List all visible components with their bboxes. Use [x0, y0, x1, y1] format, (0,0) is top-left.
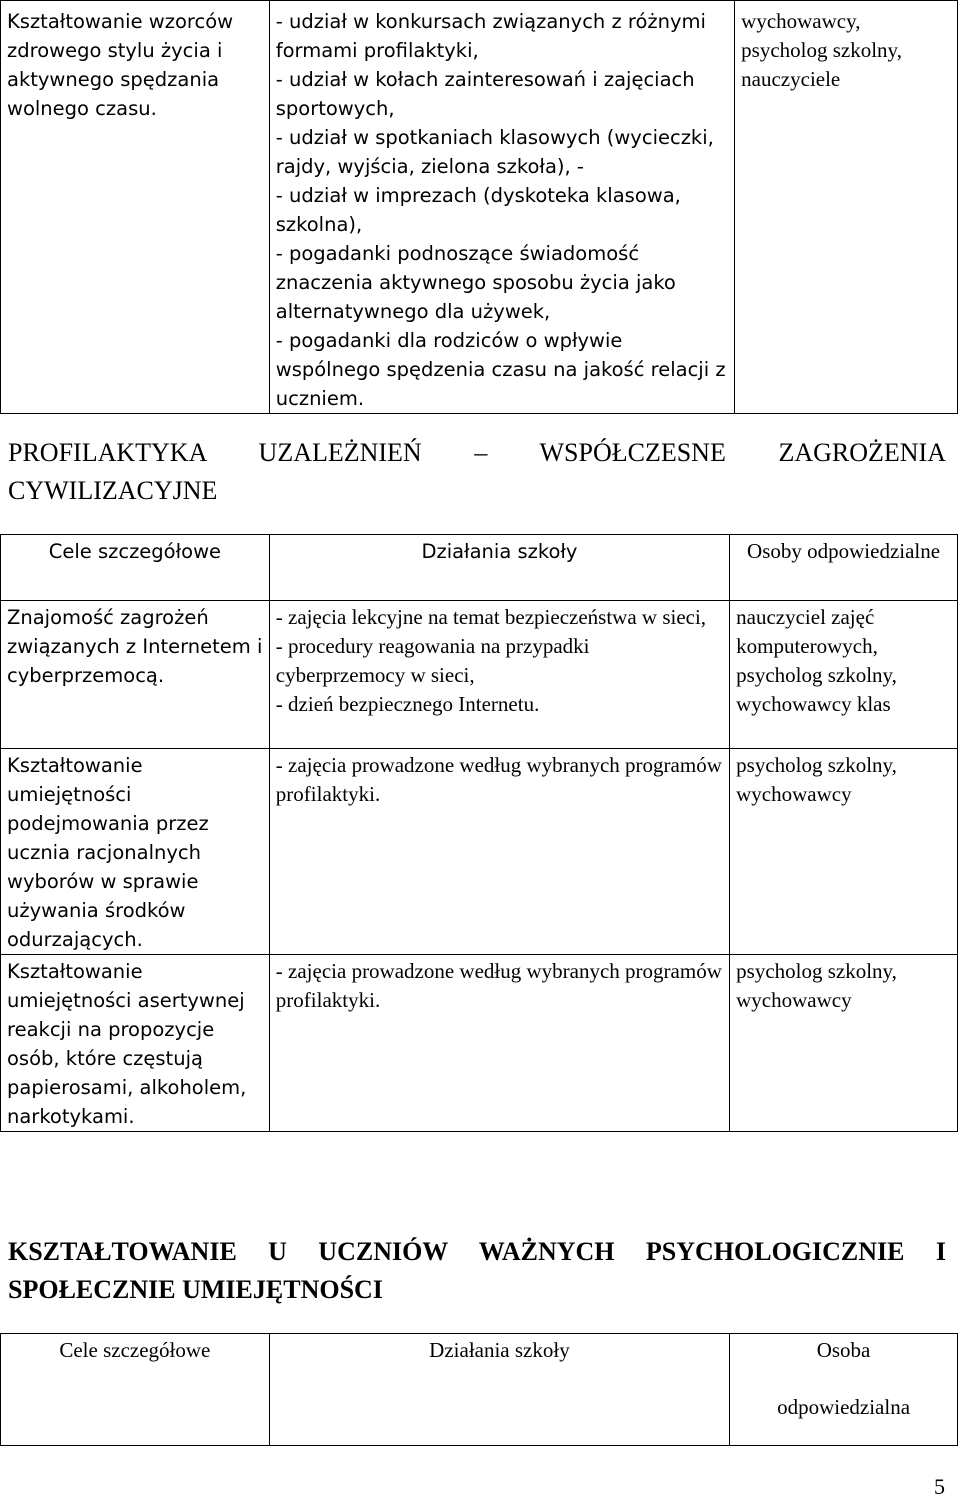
goal-cell: Kształtowanie umiejętności asertywnej reakcji na propozycje osób, które częstują papierosami, alkoholem, narkotykami. — [1, 955, 270, 1132]
section-heading-skills: KSZTAŁTOWANIE U UCZNIÓW WAŻNYCH PSYCHOLOGICZNIE I SPOŁECZNIE UMIEJĘTNOŚCI — [8, 1237, 946, 1304]
table-row — [1, 955, 958, 1132]
column-header-actions: Działania szkoły — [269, 1334, 729, 1446]
goal-cell: Znajomość zagrożeń związanych z Internetem i cyberprzemocą. — [1, 601, 270, 749]
responsible-cell: psycholog szkolny, wychowawcy — [730, 749, 958, 955]
responsible-cell: psycholog szkolny, wychowawcy — [730, 955, 958, 1132]
responsible-label-line1: Osoba — [816, 1338, 871, 1362]
responsible-label-line2: odpowiedzialna — [777, 1395, 911, 1419]
table-row — [1, 601, 958, 749]
table-header-row — [1, 535, 958, 601]
column-header-responsible: Osoby odpowiedzialne — [730, 535, 958, 601]
actions-cell: - zajęcia prowadzone według wybranych programów profilaktyki. — [269, 955, 729, 1132]
responsible-cell: nauczyciel zajęć komputerowych, psycholog szkolny, wychowawcy klas — [730, 601, 958, 749]
addiction-prevention-table — [0, 534, 958, 1132]
table-row — [1, 749, 958, 955]
column-header-actions: Działania szkoły — [269, 535, 729, 601]
actions-cell: - zajęcia prowadzone według wybranych programów profilaktyki. — [269, 749, 729, 955]
column-header-goals: Cele szczegółowe — [1, 1334, 270, 1446]
table-row — [1, 1, 958, 414]
skills-table — [0, 1333, 958, 1446]
responsible-cell: wychowawcy, psycholog szkolny, nauczyciele — [735, 1, 958, 414]
page-number: 5 — [934, 1474, 945, 1499]
goal-cell: Kształtowanie umiejętności podejmowania przez ucznia racjonalnych wyborów w sprawie używania środków odurzających. — [1, 749, 270, 955]
table-header-row — [1, 1334, 958, 1446]
actions-cell: - udział w konkursach związanych z różnymi formami profilaktyki, - udział w kołach zainteresowań i zajęciach sportowych, - udział w spotkaniach klasowych (wycieczki, rajdy, wyjścia, zielona szkoła), - - udział w imprezach (dyskoteka klasowa, szkolna), - pogadanki podnoszące świadomość znaczenia aktywnego sposobu życia jako alternatywnego dla używek, - pogadanki dla rodziców o wpływie wspólnego spędzenia czasu na jakość relacji z uczniem. — [269, 1, 734, 414]
column-header-responsible — [730, 1334, 958, 1446]
table-continuation — [0, 0, 958, 414]
column-header-goals: Cele szczegółowe — [1, 535, 270, 601]
goal-cell: Kształtowanie wzorców zdrowego stylu życia i aktywnego spędzania wolnego czasu. — [1, 1, 270, 414]
actions-cell: - zajęcia lekcyjne na temat bezpieczeństwa w sieci, - procedury reagowania na przypadki cyberprzemocy w sieci, - dzień bezpiecznego Internetu. — [269, 601, 729, 749]
section-heading-addiction-prevention: PROFILAKTYKA UZALEŻNIEŃ – WSPÓŁCZESNE ZAGROŻENIA CYWILIZACYJNE — [8, 438, 946, 505]
